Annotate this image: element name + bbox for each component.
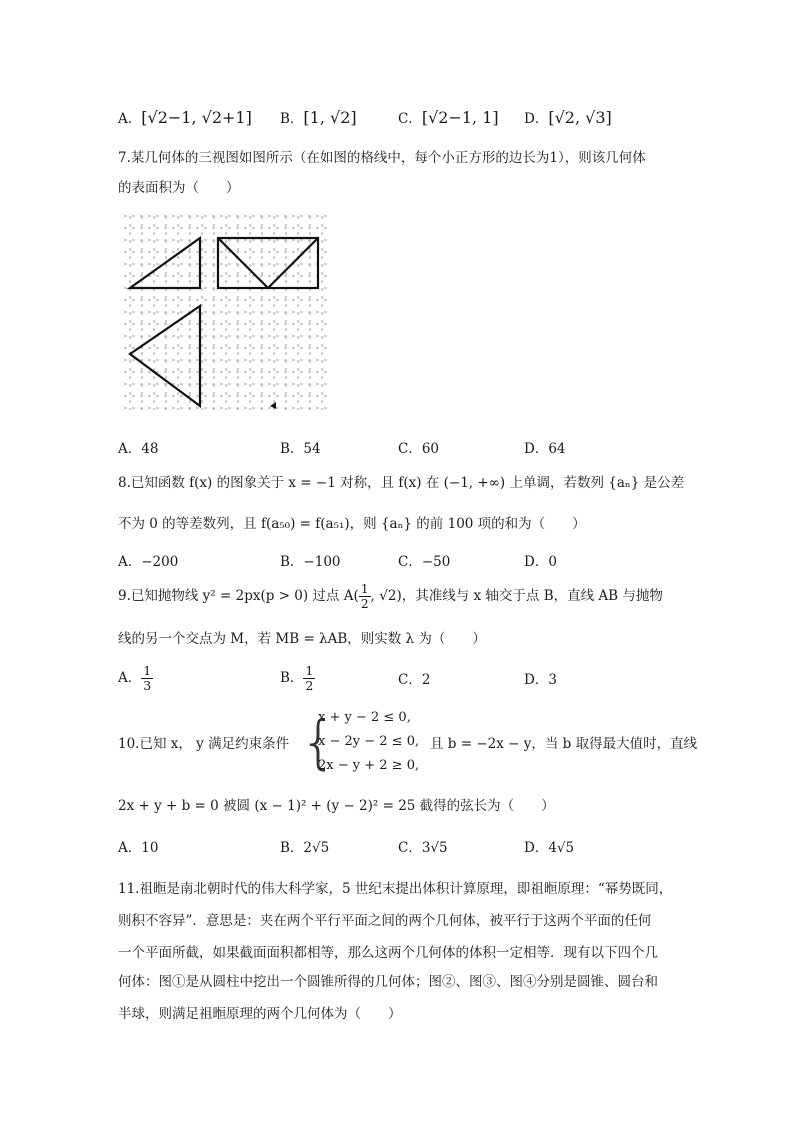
q8-stem-line-2: 不为 0 的等差数列，且 f(a₅₀) = f(a₅₁)，则 {aₙ} 的前 100 项的和为（ ） <box>118 516 586 532</box>
q8-option-b[interactable]: B．−100 <box>280 554 341 570</box>
q10-option-b[interactable]: B．2√5 <box>280 840 330 856</box>
front-view-v-lines <box>218 238 318 288</box>
q8-option-a[interactable]: A．−200 <box>118 554 179 570</box>
q10-option-d[interactable]: D．4√5 <box>524 840 575 856</box>
q6-option-a[interactable]: A．[√2−1, √2+1] <box>118 108 252 127</box>
q7-stem-line-2: 的表面积为（ ） <box>118 180 240 196</box>
q7-option-d[interactable]: D．64 <box>524 441 566 457</box>
q6-option-c[interactable]: C．[√2−1, 1] <box>398 108 499 127</box>
q10-stem-line-2: 2x + y + b = 0 被圆 (x − 1)² + (y − 2)² = 25 截得的弦长为（ ） <box>118 798 555 814</box>
q10-option-c[interactable]: C．3√5 <box>398 840 448 856</box>
q11-line-4: 何体：图①是从圆柱中挖出一个圆锥所得的几何体；图②、图③、图④分别是圆锥、圆台和 <box>118 974 658 990</box>
q11-line-2: 则积不容异”．意思是：夹在两个平行平面之间的两个几何体，被平行于这两个平面的任何 <box>118 913 652 929</box>
q9-stem-line-1: 9.已知抛物线 y² = 2px(p > 0) 过点 A( $\frac{1}{2}$ , √2)，其准线与 x 轴交于点 B，直线 AB 与抛物 <box>118 581 663 611</box>
q9-option-a[interactable]: A． $\frac{1}{3}$ <box>118 663 152 693</box>
three-view-figure <box>118 206 336 418</box>
q6-option-b[interactable]: B．[1, √2] <box>280 108 357 127</box>
q7-option-c[interactable]: C．60 <box>398 441 440 457</box>
q7-option-a[interactable]: A．48 <box>118 441 159 457</box>
q11-line-3: 一个平面所截，如果截面面积都相等，那么这两个几何体的体积一定相等．现有以下四个几 <box>118 945 658 961</box>
constraint-1: x + y − 2 ≤ 0, <box>318 710 411 725</box>
q9-option-b[interactable]: B． $\frac{1}{2}$ <box>280 663 314 693</box>
q8-option-d[interactable]: D．0 <box>524 554 557 570</box>
q8-stem-line-1: 8.已知函数 f(x) 的图象关于 x = −1 对称，且 f(x) 在 (−1, +∞) 上单调，若数列 {aₙ} 是公差 <box>118 475 685 491</box>
q7-stem-line-1: 7.某几何体的三视图如图所示（在如图的格线中，每个小正方形的边长为1），则该几何体 <box>118 150 646 166</box>
q10-constraint-system <box>300 706 420 778</box>
q9-fraction: $\frac{1}{2}$ <box>360 581 369 611</box>
q6-option-d[interactable]: D．[√2, √3] <box>524 108 612 127</box>
q11-line-5: 半球，则满足祖暅原理的两个几何体为（ ） <box>118 1006 402 1022</box>
q7-option-b[interactable]: B．54 <box>280 441 321 457</box>
q8-option-c[interactable]: C．−50 <box>398 554 451 570</box>
constraint-2: x − 2y − 2 ≤ 0, <box>318 734 420 749</box>
brace: { <box>300 708 337 776</box>
q9-option-c[interactable]: C．2 <box>398 672 431 688</box>
q10-suffix: 且 b = −2x − y，当 b 取得最大值时，直线 <box>430 736 698 752</box>
front-view-rectangle <box>218 238 318 288</box>
q10-option-a[interactable]: A．10 <box>118 840 159 856</box>
q10-prefix: 10.已知 x， y 满足约束条件 <box>118 736 290 752</box>
q9-option-d[interactable]: D．3 <box>524 672 557 688</box>
q11-line-1: 11.祖暅是南北朝时代的伟大科学家，5 世纪末提出体积计算原理，即祖暅原理：“幂势既同， <box>118 881 673 897</box>
constraint-3: 2x − y + 2 ≥ 0, <box>318 758 420 773</box>
q9-stem-line-2: 线的另一个交点为 M，若 MB = λAB，则实数 λ 为（ ） <box>118 631 486 647</box>
